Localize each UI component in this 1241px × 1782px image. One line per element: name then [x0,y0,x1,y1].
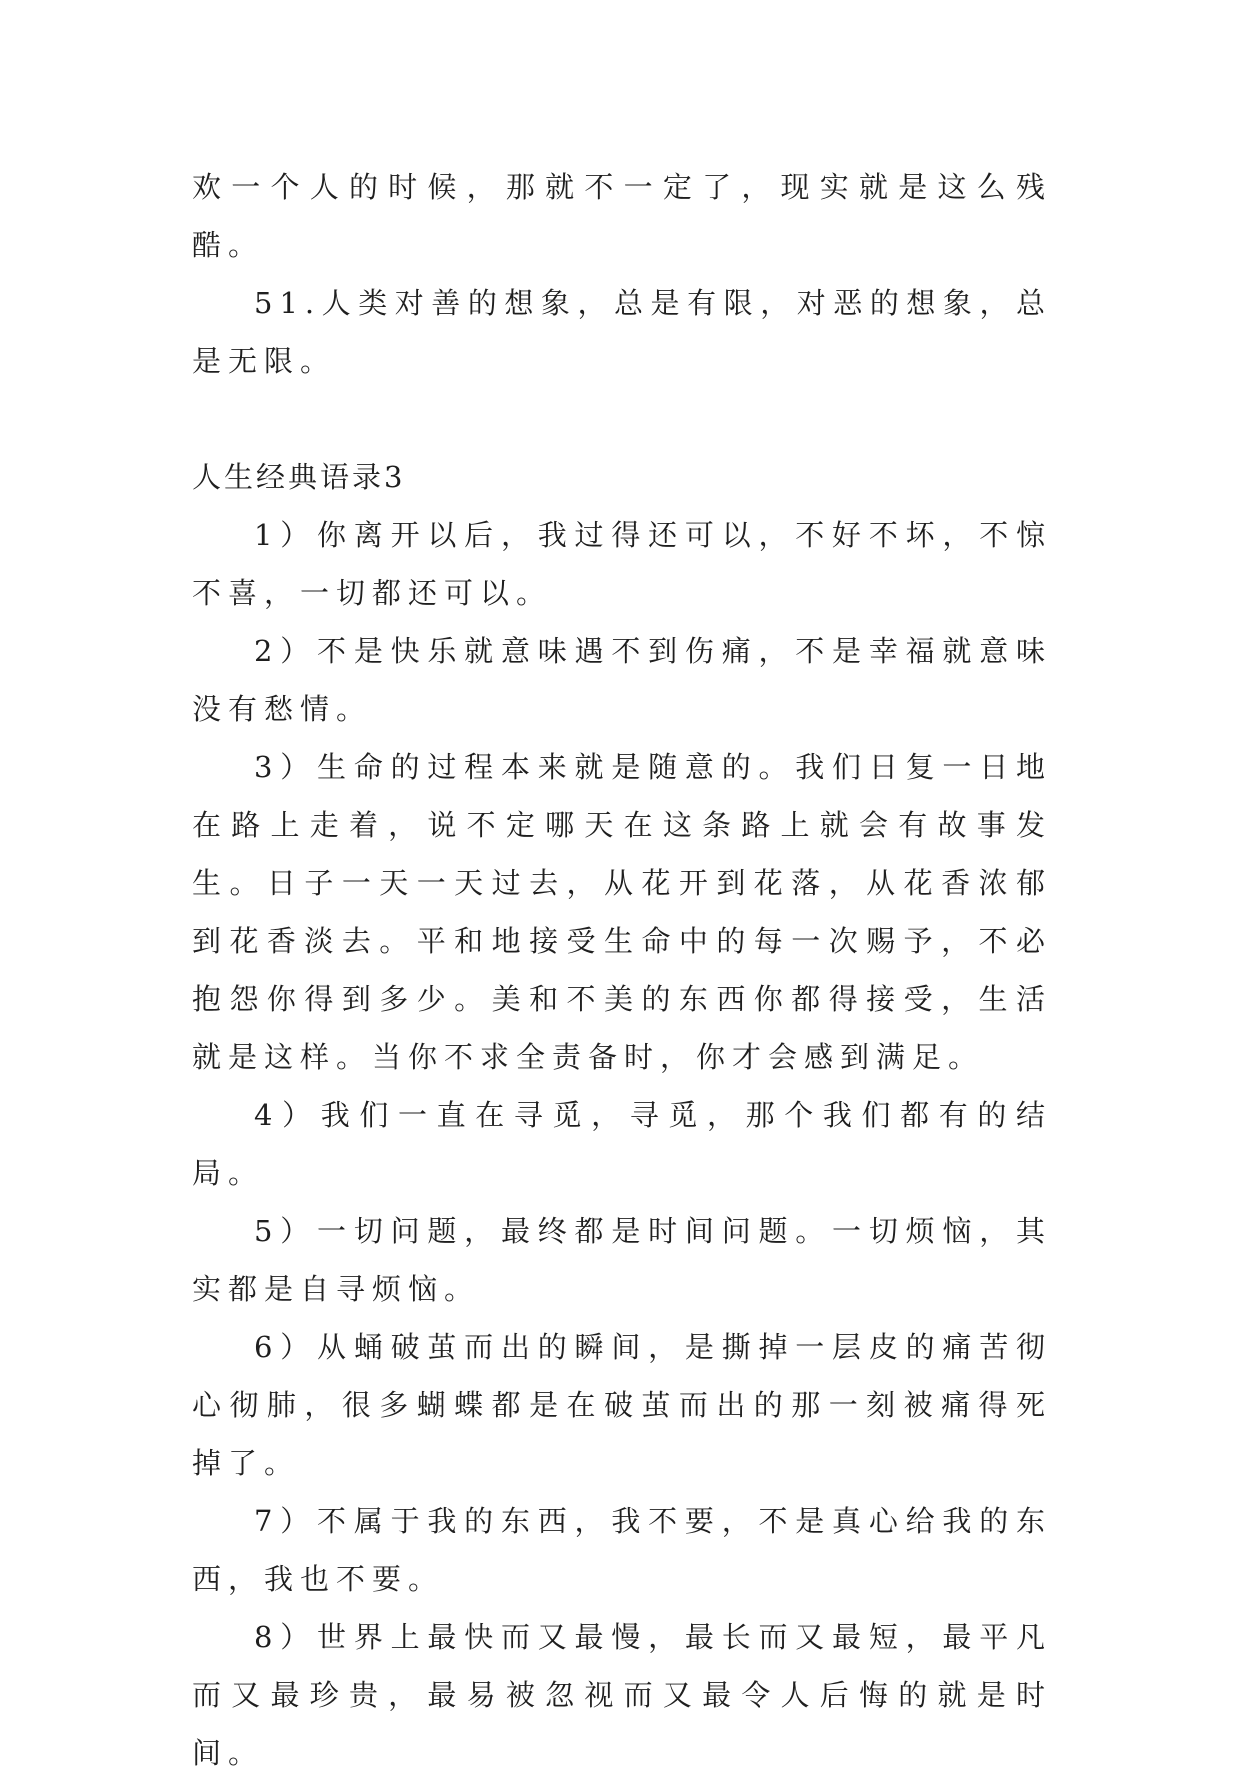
quote-item: 5）一切问题，最终都是时间问题。一切烦恼，其实都是自寻烦恼。 [192,1214,1052,1306]
quote-51: 51.人类对善的想象，总是有限，对恶的想象，总是无限。 [192,286,1052,378]
quote-item: 1）你离开以后，我过得还可以，不好不坏，不惊不喜，一切都还可以。 [192,518,1052,610]
document-body [192,158,1052,1782]
section-title: 人生经典语录3 [192,460,406,494]
quote-item: 8）世界上最快而又最慢，最长而又最短，最平凡而又最珍贵，最易被忽视而又最令人后悔的就是时间。 [192,1620,1052,1770]
continuation-paragraph: 欢一个人的时候，那就不一定了，现实就是这么残酷。 [192,170,1052,262]
quote-item: 6）从蛹破茧而出的瞬间，是撕掉一层皮的痛苦彻心彻肺，很多蝴蝶都是在破茧而出的那一刻被痛得死掉了。 [192,1330,1052,1480]
quote-item: 3）生命的过程本来就是随意的。我们日复一日地在路上走着，说不定哪天在这条路上就会有故事发生。日子一天一天过去，从花开到花落，从花香浓郁到花香淡去。平和地接受生命中的每一次赐予，不必抱怨你得到多少。美和不美的东西你都得接受，生活就是这样。当你不求全责备时，你才会感到满足。 [192,750,1052,1074]
quote-item: 2）不是快乐就意味遇不到伤痛，不是幸福就意味没有愁情。 [192,634,1052,726]
section-spacer [192,390,1052,448]
quote-item: 7）不属于我的东西，我不要，不是真心给我的东西，我也不要。 [192,1504,1052,1596]
quote-item: 4）我们一直在寻觅，寻觅，那个我们都有的结局。 [192,1098,1052,1190]
